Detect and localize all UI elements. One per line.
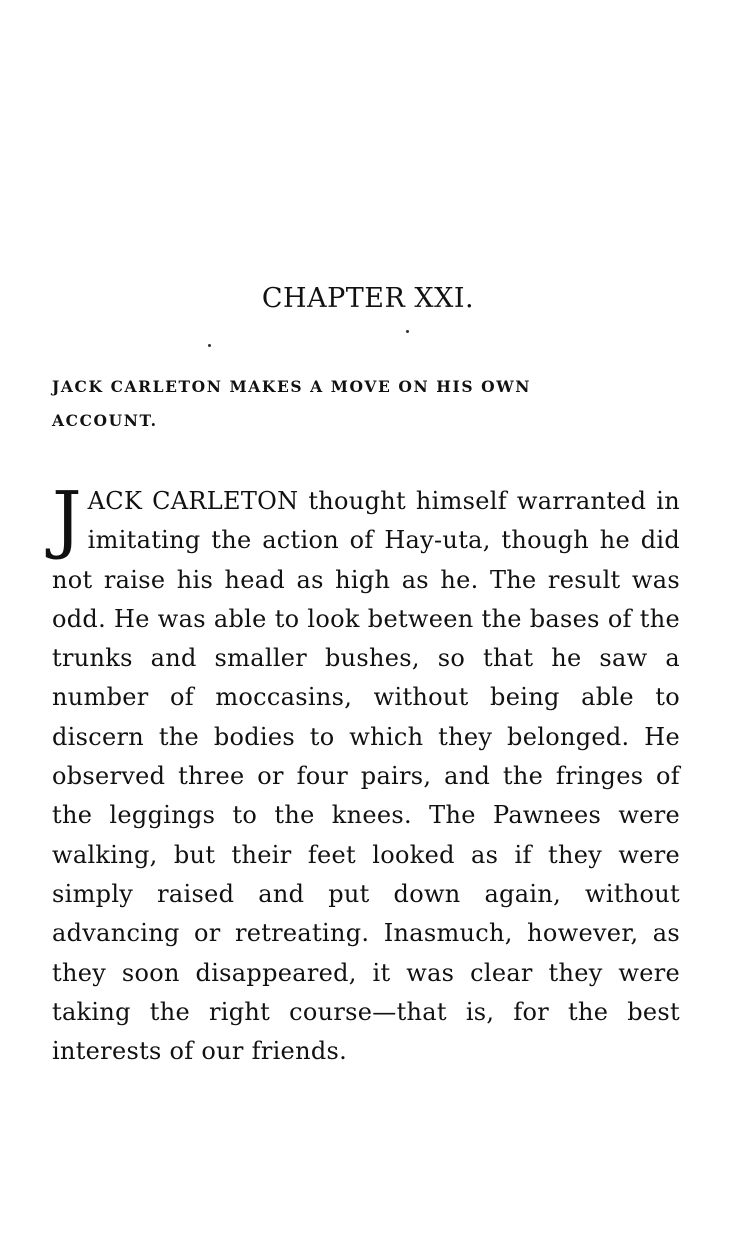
chapter-title: CHAPTER XXI. [261, 283, 475, 314]
print-speck [208, 344, 211, 347]
chapter-subtitle [52, 370, 680, 438]
drop-cap: J [52, 476, 82, 562]
print-speck [406, 330, 409, 333]
chapter-subtitle-line1: JACK CARLETON MAKES A MOVE ON HIS OWN [52, 377, 532, 396]
chapter-subtitle-line2: ACCOUNT. [52, 411, 158, 430]
body-paragraph: ACK CARLETON thought himself warranted in imitating the action of Hay-uta, though he did not raise his head as high as he. The result was odd. He was able to look between the bases of the trunks and smaller bushes, so that he saw a number of moccasins, without being able to discern the bodies to which they belonged. He observed three or four pairs, and the fringes of the leggings to the knees. The Pawnees were walking, but their feet looked as if they were simply raised and put down again, without advancing or retreating. Inasmuch, however, as they soon disappeared, it was clear they were taking the right course—that is, for the best interests of our friends. [52, 487, 680, 1066]
chapter-body [52, 476, 680, 1071]
